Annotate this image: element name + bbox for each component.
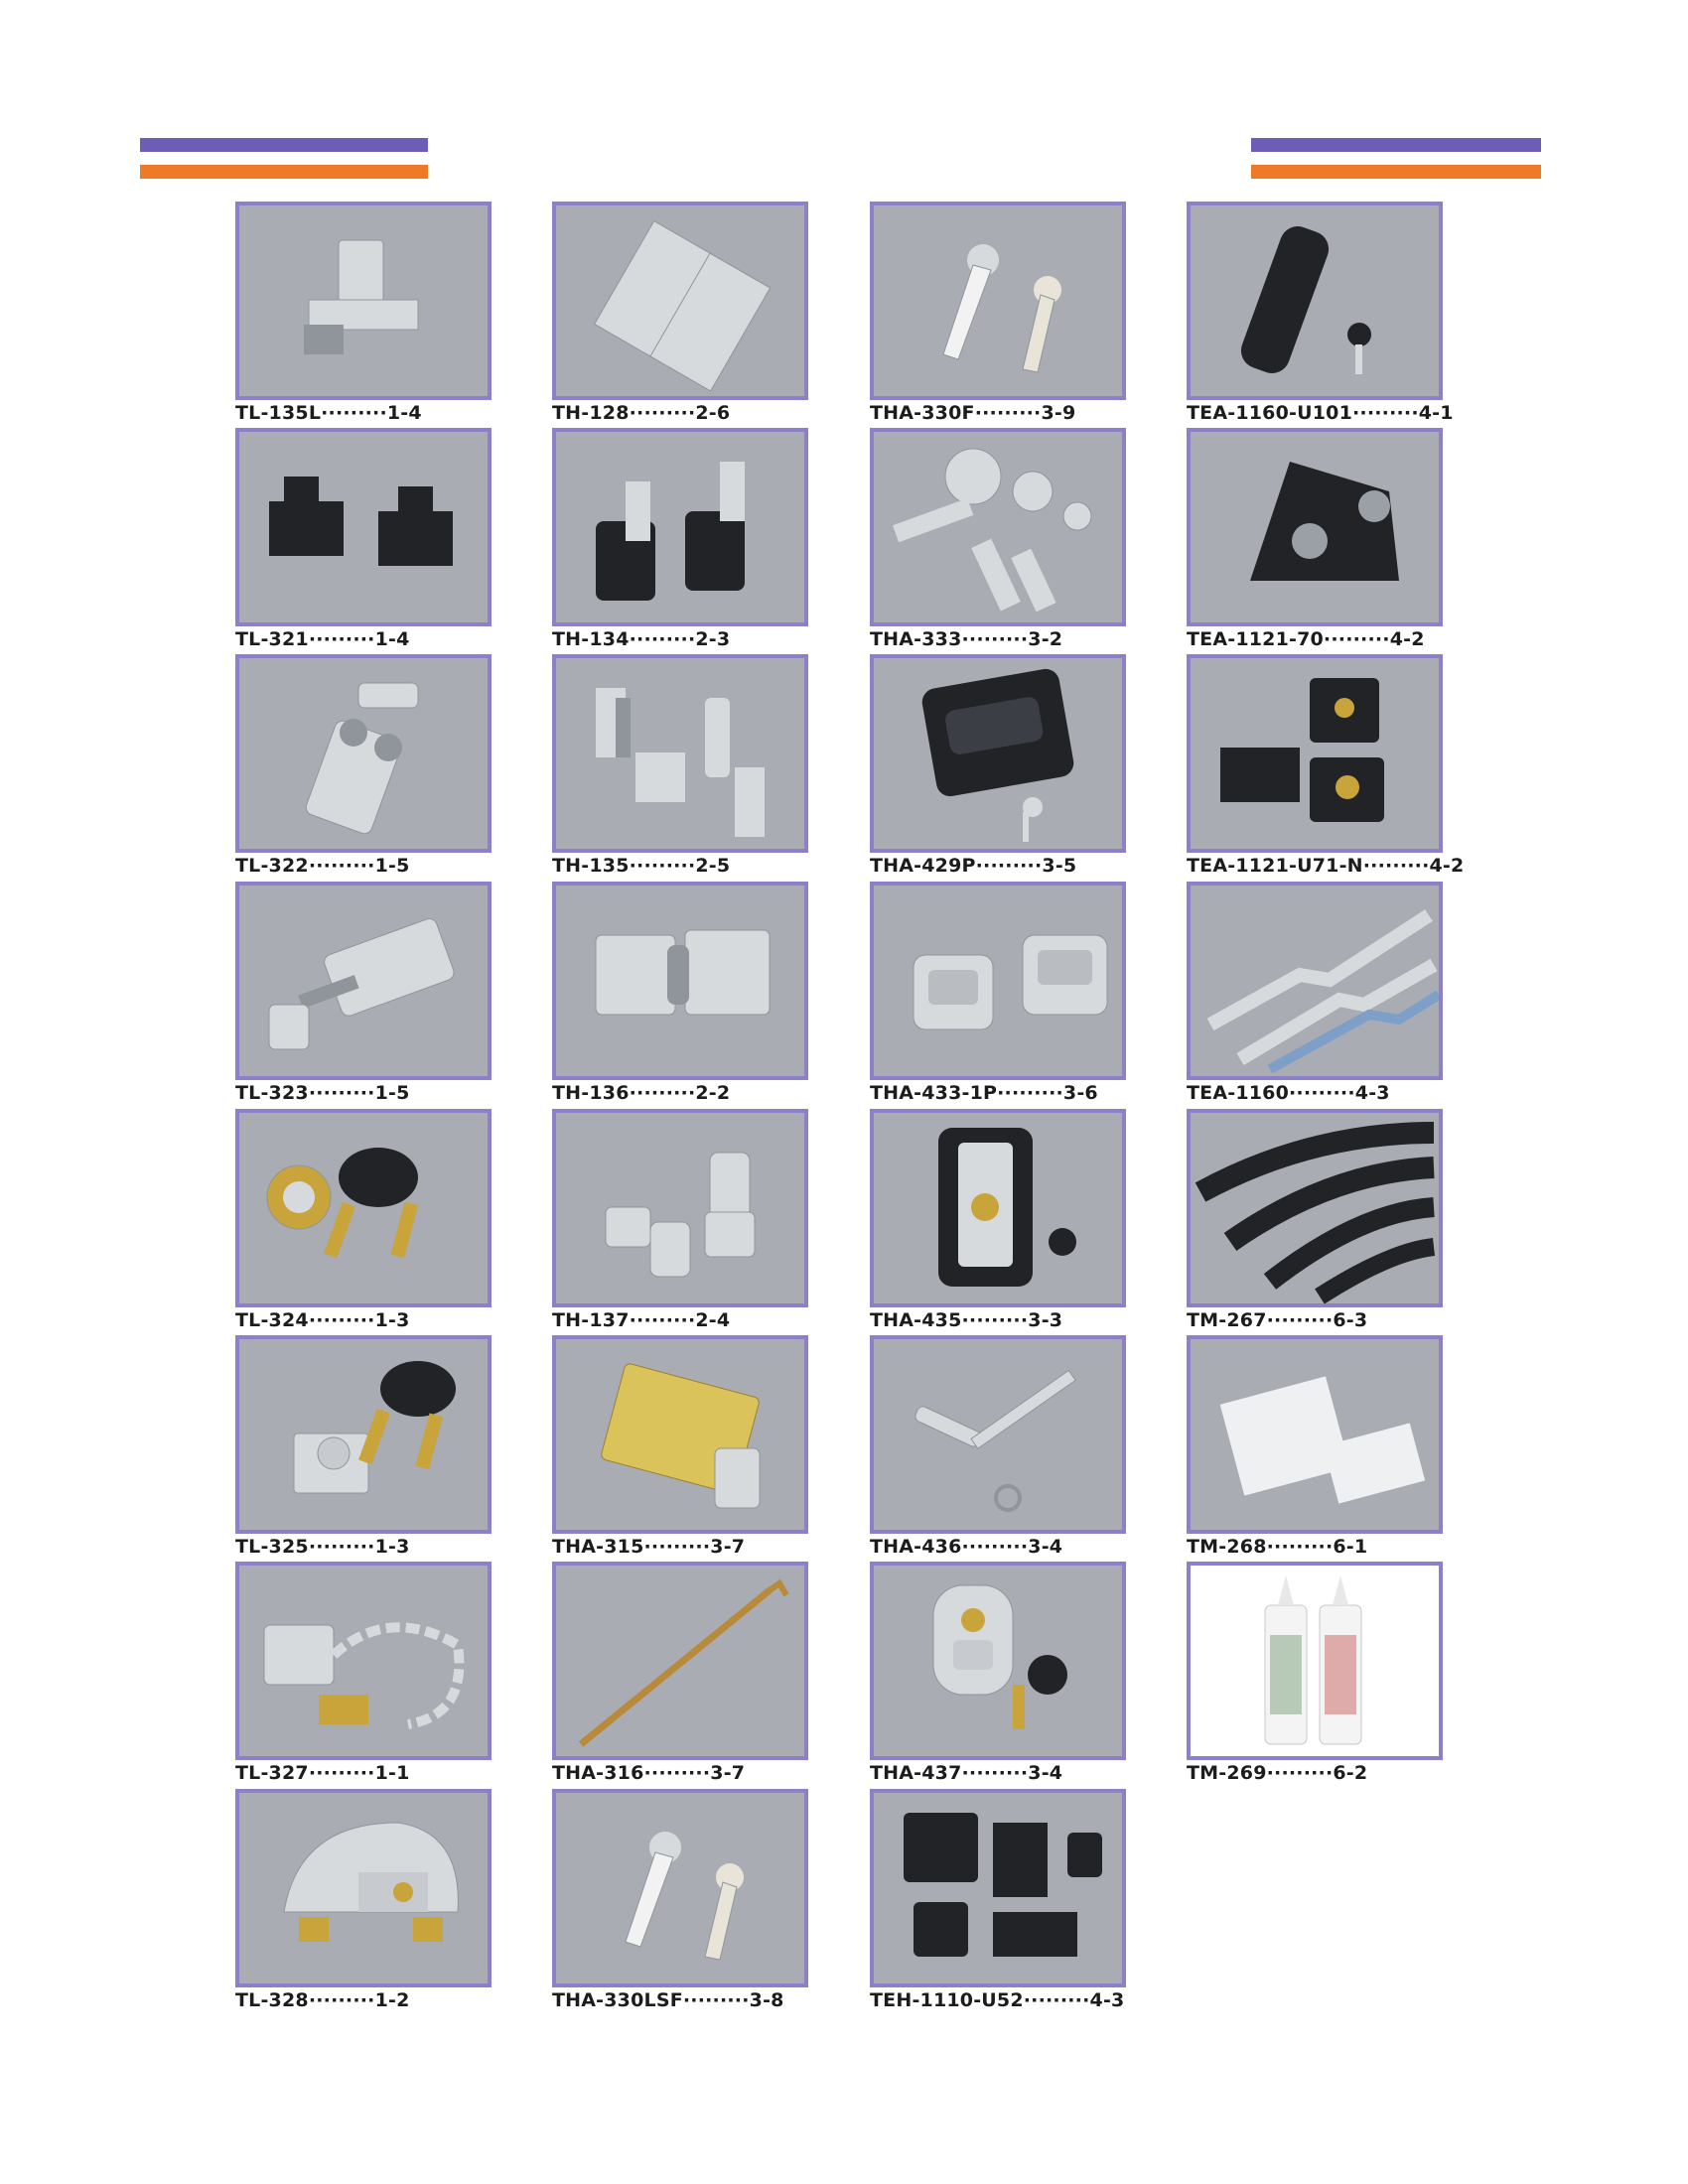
- product-photo-frame: [552, 202, 808, 400]
- product-card-th-128: [552, 202, 808, 425]
- black-latch-icon: [239, 432, 488, 622]
- product-photo-frame: [1187, 1335, 1443, 1534]
- product-card-tm-268: [1187, 1335, 1443, 1559]
- product-card-tea-1121-70: [1187, 428, 1443, 651]
- product-code-label: THA-437·········3-4: [870, 1762, 1063, 1784]
- product-card-tl-328: [235, 1789, 492, 2012]
- product-code-label: TH-136·········2-2: [552, 1082, 731, 1104]
- product-code-label: THA-316·········3-7: [552, 1762, 746, 1784]
- l-handle-icon: [556, 1793, 804, 1983]
- product-code-label: TL-323·········1-5: [235, 1082, 410, 1104]
- product-photo-frame: [552, 882, 808, 1080]
- product-code-label: THA-315·········3-7: [552, 1536, 746, 1558]
- product-photo-frame: [552, 428, 808, 626]
- product-card-teh-1110-u52: [870, 1789, 1126, 2012]
- product-photo-frame: [870, 1109, 1126, 1307]
- product-card-tea-1160-u101: [1187, 202, 1454, 425]
- swing-handle-lock-icon: [1191, 205, 1439, 396]
- header-bar-right-purple: [1251, 138, 1541, 152]
- product-photo-frame: [552, 1335, 808, 1534]
- product-code-label: TEA-1160-U101·········4-1: [1187, 402, 1454, 424]
- product-code-label: THA-436·········3-4: [870, 1536, 1063, 1558]
- product-photo-frame: [1187, 1562, 1443, 1760]
- product-card-tha-437: [870, 1562, 1126, 1785]
- product-code-label: THA-429P·········3-5: [870, 855, 1077, 877]
- cabinet-latch-icon: [239, 205, 488, 396]
- rubber-seal-icon: [1191, 1113, 1439, 1303]
- product-code-label: THA-433-1P·········3-6: [870, 1082, 1098, 1104]
- chain-lock-icon: [239, 1566, 488, 1756]
- brass-bolt-icon: [556, 1339, 804, 1530]
- product-photo-frame: [552, 1789, 808, 1987]
- locking-rod-icon: [1191, 886, 1439, 1076]
- product-card-tha-436: [870, 1335, 1126, 1559]
- product-card-th-137: [552, 1109, 808, 1332]
- product-photo-frame: [870, 654, 1126, 853]
- product-code-label: TL-135L·········1-4: [235, 402, 422, 424]
- product-card-tl-325: [235, 1335, 492, 1559]
- product-photo-frame: [870, 428, 1126, 626]
- product-photo-frame: [235, 1109, 492, 1307]
- product-card-tha-315: [552, 1335, 808, 1559]
- product-card-tm-267: [1187, 1109, 1443, 1332]
- product-code-label: THA-330F·········3-9: [870, 402, 1076, 424]
- rod-guide-icon: [1191, 432, 1439, 622]
- product-photo-frame: [870, 202, 1126, 400]
- product-card-tha-330f: [870, 202, 1126, 425]
- product-code-label: TEA-1121-70·········4-2: [1187, 628, 1425, 650]
- product-card-tha-433-1p: [870, 882, 1126, 1105]
- product-photo-frame: [235, 654, 492, 853]
- lift-off-hinge-icon: [556, 432, 804, 622]
- product-card-tm-269: [1187, 1562, 1443, 1785]
- product-card-th-135: [552, 654, 808, 878]
- paddle-lock-icon: [874, 658, 1122, 849]
- product-photo-frame: [870, 882, 1126, 1080]
- product-photo-frame: [1187, 654, 1443, 853]
- header-bar-left-purple: [140, 138, 428, 152]
- product-code-label: TM-269·········6-2: [1187, 1762, 1368, 1784]
- product-code-label: TH-134·········2-3: [552, 628, 731, 650]
- product-photo-frame: [235, 202, 492, 400]
- product-code-label: TH-135·········2-5: [552, 855, 731, 877]
- header-bar-right-orange: [1251, 165, 1541, 179]
- hook-rod-icon: [556, 1566, 804, 1756]
- lever-handle-icon: [874, 205, 1122, 396]
- product-photo-frame: [870, 1335, 1126, 1534]
- product-card-tea-1160: [1187, 882, 1443, 1105]
- product-code-label: TL-322·········1-5: [235, 855, 410, 877]
- product-card-tl-135l: [235, 202, 492, 425]
- product-code-label: TEH-1110-U52·········4-3: [870, 1989, 1125, 2011]
- product-code-label: TEA-1160·········4-3: [1187, 1082, 1390, 1104]
- product-code-label: TH-128·········2-6: [552, 402, 731, 424]
- product-photo-frame: [552, 1109, 808, 1307]
- offset-hinge-icon: [556, 658, 804, 849]
- spring-bolt-icon: [239, 886, 488, 1076]
- product-card-tha-435: [870, 1109, 1126, 1332]
- t-handle-key-icon: [874, 1339, 1122, 1530]
- product-code-label: TL-325·········1-3: [235, 1536, 410, 1558]
- product-photo-frame: [235, 1789, 492, 1987]
- toggle-latch-icon: [239, 658, 488, 849]
- product-photo-frame: [1187, 1109, 1443, 1307]
- product-card-tha-333: [870, 428, 1126, 651]
- drawer-lock-icon: [239, 1339, 488, 1530]
- product-card-tl-327: [235, 1562, 492, 1785]
- product-card-th-134: [552, 428, 808, 651]
- product-code-label: TEA-1121-U71-N·········4-2: [1187, 855, 1465, 877]
- product-photo-frame: [235, 1335, 492, 1534]
- product-card-tha-316: [552, 1562, 808, 1785]
- product-card-tl-324: [235, 1109, 492, 1332]
- plate-lock-icon: [874, 1113, 1122, 1303]
- product-code-label: THA-330LSF·········3-8: [552, 1989, 784, 2011]
- cam-lock-set-icon: [874, 432, 1122, 622]
- product-code-label: THA-435·········3-3: [870, 1309, 1063, 1331]
- product-card-th-136: [552, 882, 808, 1105]
- product-photo-frame: [552, 1562, 808, 1760]
- product-card-tl-321: [235, 428, 492, 651]
- adhesive-pad-icon: [1191, 1339, 1439, 1530]
- product-photo-frame: [870, 1789, 1126, 1987]
- header-bar-left-orange: [140, 165, 428, 179]
- product-card-tha-429p: [870, 654, 1126, 878]
- rod-guide-block-icon: [1191, 658, 1439, 849]
- product-code-label: TL-324·········1-3: [235, 1309, 410, 1331]
- product-photo-frame: [1187, 428, 1443, 626]
- product-photo-frame: [235, 882, 492, 1080]
- compact-lock-icon: [874, 1566, 1122, 1756]
- product-code-label: TL-328·········1-2: [235, 1989, 410, 2011]
- product-code-label: TM-268·········6-1: [1187, 1536, 1368, 1558]
- product-card-tl-323: [235, 882, 492, 1105]
- product-photo-frame: [1187, 882, 1443, 1080]
- product-photo-frame: [552, 654, 808, 853]
- cylinder-lock-icon: [239, 1113, 488, 1303]
- product-photo-frame: [1187, 202, 1443, 400]
- product-card-tea-1121-u71-n: [1187, 654, 1465, 878]
- padlock-hasp-icon: [239, 1793, 488, 1983]
- product-card-tha-330lsf: [552, 1789, 808, 2012]
- flat-hinge-icon: [556, 205, 804, 396]
- product-photo-frame: [235, 1562, 492, 1760]
- product-code-label: THA-333·········3-2: [870, 628, 1063, 650]
- chrome-paddle-lock-icon: [874, 886, 1122, 1076]
- product-photo-frame: [235, 428, 492, 626]
- product-card-tl-322: [235, 654, 492, 878]
- barrel-hinge-icon: [556, 1113, 804, 1303]
- product-code-label: TL-321·········1-4: [235, 628, 410, 650]
- product-photo-frame: [870, 1562, 1126, 1760]
- adhesive-tube-icon: [1191, 1566, 1439, 1756]
- butt-hinge-icon: [556, 886, 804, 1076]
- product-code-label: TH-137·········2-4: [552, 1309, 731, 1331]
- product-code-label: TL-327·········1-1: [235, 1762, 410, 1784]
- product-code-label: TM-267·········6-3: [1187, 1309, 1368, 1331]
- plastic-hinge-icon: [874, 1793, 1122, 1983]
